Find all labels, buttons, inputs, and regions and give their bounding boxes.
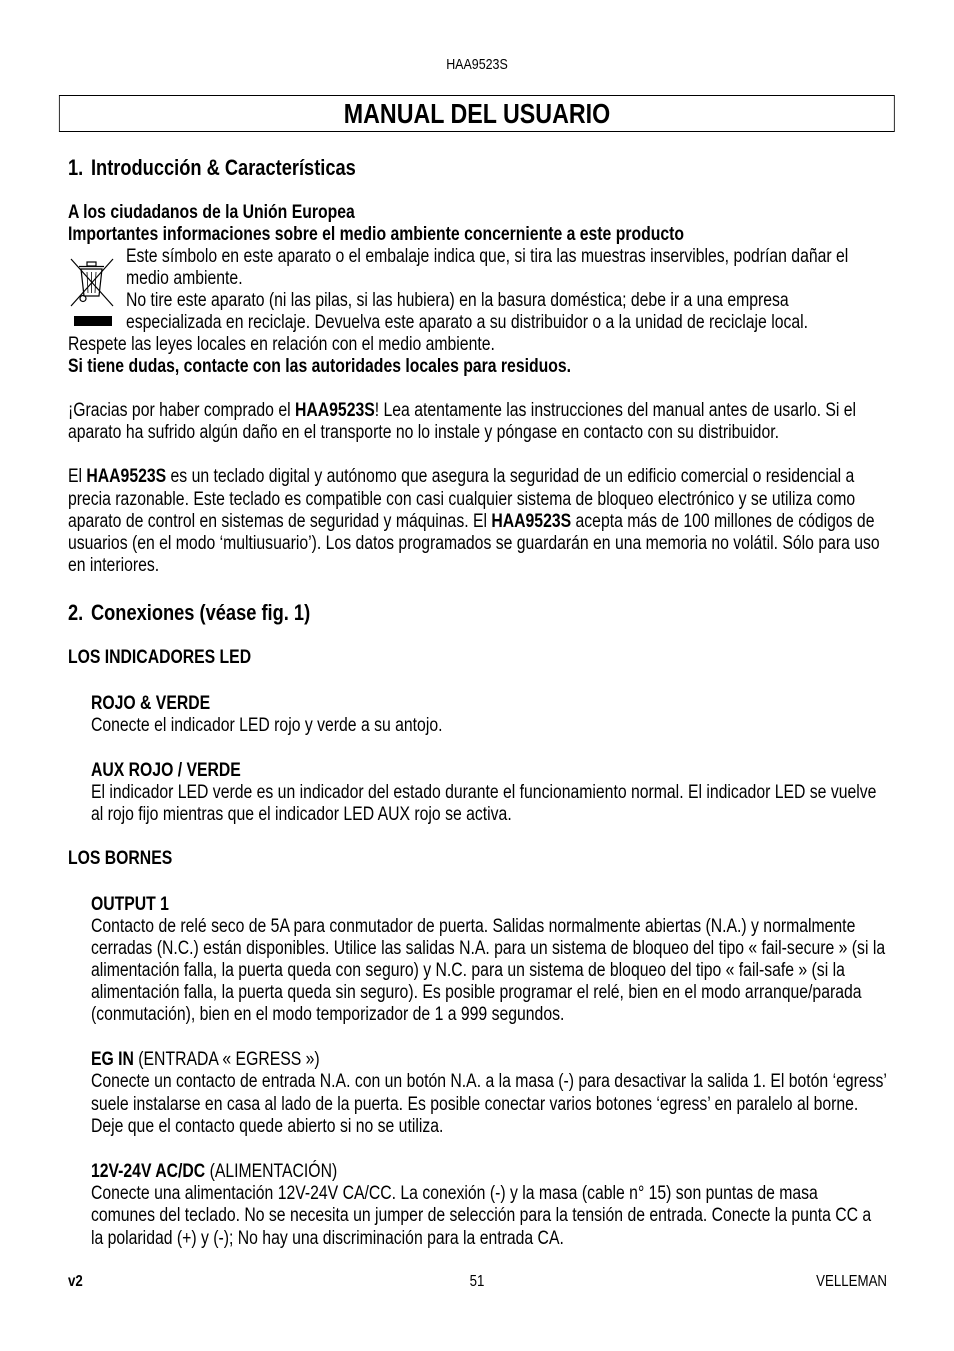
- leds-heading: LOS INDICADORES LED: [67, 647, 252, 668]
- terminal-item-line: (conmutación), bien en el modo temporizador de 1 a 999 segundos.: [90, 1004, 565, 1025]
- terminal-item-line: suele instalarse en casa al lado de la puerta. Es posible conectar varios botones ‘egress’ en paralelo al borne.: [90, 1094, 859, 1115]
- led-item-label: ROJO & VERDE: [90, 693, 211, 714]
- description-line: [68, 466, 854, 488]
- terminal-name: EG IN: [90, 1049, 134, 1070]
- terminal-item-line: Conecte un contacto de entrada N.A. con un botón N.A. a la masa (-) para desactivar la salida 1. El botón ‘egress’: [90, 1071, 887, 1092]
- terminal-item-line: Contacto de relé seco de 5A para conmutador de puerta. Salidas normalmente abiertas (N.A.) y normalmente: [90, 916, 856, 937]
- led-item-line: El indicador LED verde es un indicador del estado durante el funcionamiento normal. El indicador LED se vuelve: [90, 782, 877, 803]
- terminal-note: (ENTRADA « EGRESS »): [133, 1049, 320, 1070]
- eu-notice-line: No tire este aparato (ni las pilas, si las hubiera) en la basura doméstica; debe ir a una empresa: [125, 290, 789, 311]
- eu-notice-heading: A los ciudadanos de la Unión Europea: [67, 202, 355, 223]
- terminals-heading: LOS BORNES: [67, 848, 173, 869]
- section-2-number: 2.: [67, 600, 84, 625]
- thanks-line: [68, 400, 856, 422]
- text-run: acepta más de 100 millones de códigos de: [571, 511, 875, 532]
- description-line: en interiores.: [67, 555, 160, 576]
- eu-notice-local-laws: Respete las leyes locales en relación con el medio ambiente.: [67, 334, 495, 355]
- description-line: [68, 511, 875, 533]
- terminal-item-line: la polaridad (+) y (-); No hay una discriminación para la entrada CA.: [90, 1228, 564, 1249]
- text-run: El: [67, 466, 87, 487]
- text-run: ¡Gracias por haber comprado el: [67, 400, 295, 421]
- led-item-line: Conecte el indicador LED rojo y verde a su antojo.: [90, 715, 443, 736]
- footer-brand: VELLEMAN: [816, 1273, 888, 1290]
- section-1-heading: Introducción & Características: [90, 155, 356, 180]
- eu-notice-line: especializada en reciclaje. Devuelva este aparato a su distribuidor o a la unidad de reciclaje local.: [125, 312, 809, 333]
- terminal-name: 12V-24V AC/DC: [90, 1161, 206, 1182]
- model-name: HAA9523S: [491, 511, 572, 532]
- eu-notice-line: medio ambiente.: [125, 268, 243, 289]
- terminal-item-line: alimentación falla, la puerta queda sin seguro). Es posible programar el relé, bien en el modo arranque/parada: [90, 982, 862, 1003]
- terminal-item-label: [91, 1161, 337, 1183]
- terminal-item-line: comunes del teclado. No se necesita un jumper de selección para la tensión de entrada. Conecte la punta CC a: [90, 1205, 872, 1226]
- footer-page-number: 51: [469, 1273, 485, 1290]
- section-2-heading: Conexiones (véase fig. 1): [90, 600, 311, 625]
- thanks-line: aparato ha sufrido algún daño en el transporte no lo instale y póngase en contacto con su distribuidor.: [67, 422, 779, 443]
- text-run: aparato de control en sistemas de seguridad y máquinas. El: [67, 511, 492, 532]
- led-item-label: AUX ROJO / VERDE: [90, 760, 241, 781]
- led-item-line: al rojo fijo mientras que el indicador LED AUX rojo se activa.: [90, 804, 512, 825]
- model-name: HAA9523S: [294, 400, 375, 421]
- description-line: usuarios (en el modo ‘multiusuario’). Los datos programados se guardarán en una memoria no volátil. Sólo para uso: [67, 533, 880, 554]
- terminal-item-line: cerradas (N.C.) están disponibles. Utilice las salidas N.A. para un sistema de bloqueo del tipo « fail-secure » (si la: [90, 938, 886, 959]
- text-run: ! Lea atentamente las instrucciones del manual antes de usarlo. Si el: [374, 400, 857, 421]
- section-1-number: 1.: [67, 155, 84, 180]
- document-title: MANUAL DEL USUARIO: [59, 95, 895, 132]
- eu-notice-subheading: Importantes informaciones sobre el medio ambiente concerniente a este producto: [67, 224, 685, 245]
- terminal-item-label: OUTPUT 1: [90, 894, 169, 915]
- terminal-item-label: [91, 1049, 320, 1071]
- eu-notice-line: Este símbolo en este aparato o el embalaje indica que, si tira las muestras inservibles, podrían dañar el: [125, 246, 849, 267]
- terminal-note: (ALIMENTACIÓN): [205, 1161, 338, 1182]
- terminal-item-line: Deje que el contacto quede abierto si no se utiliza.: [90, 1116, 444, 1137]
- model-name: HAA9523S: [86, 466, 167, 487]
- text-run: es un teclado digital y autónomo que asegura la seguridad de un edificio comercial o residencial a: [166, 466, 855, 487]
- terminal-item-line: alimentación falla, la puerta queda con seguro) y N.C. para un sistema de bloqueo del tipo « fail-safe » (si la: [90, 960, 845, 981]
- terminal-item-line: Conecte una alimentación 12V-24V CA/CC. La conexión (-) y la masa (cable n° 15) son puntas de masa: [90, 1183, 818, 1204]
- footer-version: v2: [67, 1273, 83, 1290]
- eu-notice-contact-note: Si tiene dudas, contacte con las autoridades locales para residuos.: [67, 356, 572, 377]
- description-line: precia razonable. Este teclado es compatible con casi cualquier sistema de bloqueo electrónico y se utiliza como: [67, 489, 856, 510]
- page-header-model: HAA9523S: [446, 56, 508, 73]
